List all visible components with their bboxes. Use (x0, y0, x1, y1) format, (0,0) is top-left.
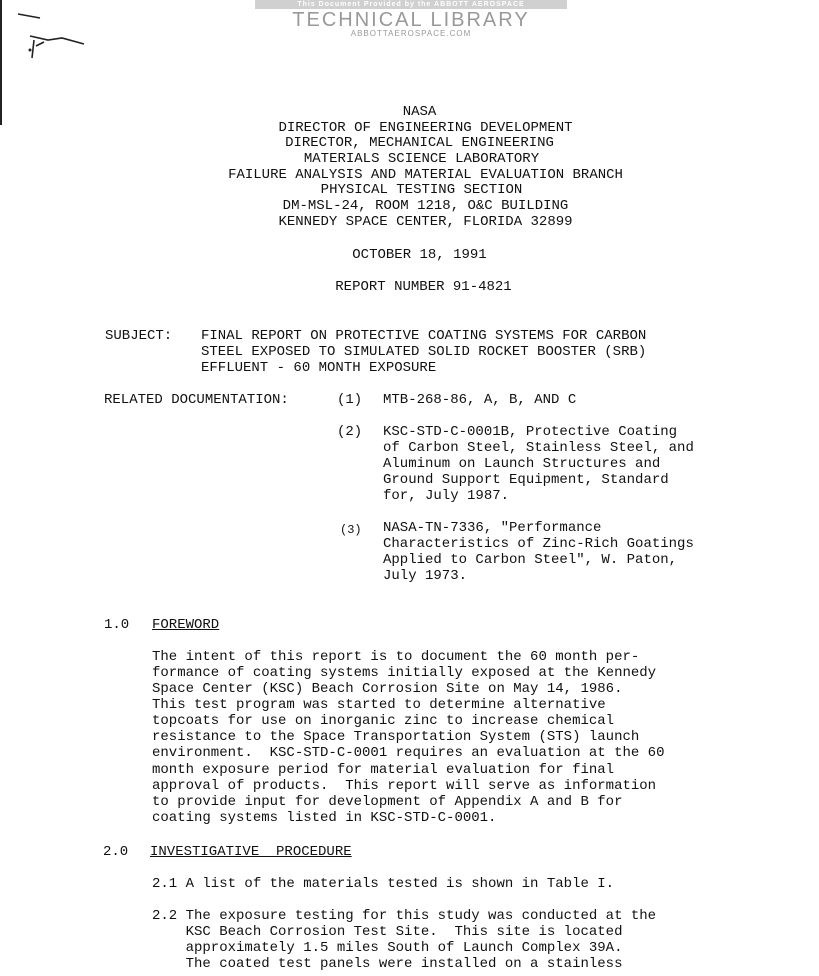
related-item-line: Characteristics of Zinc-Rich Goatings (383, 536, 694, 552)
scan-smudge (0, 0, 90, 70)
header-line: KENNEDY SPACE CENTER, FLORIDA 32899 (278, 214, 573, 230)
related-item-num: (1) (337, 392, 363, 408)
subject-label: SUBJECT: (105, 328, 173, 344)
paragraph-line: resistance to the Space Transportation System (STS) launch (152, 729, 640, 745)
related-label: RELATED DOCUMENTATION: (104, 392, 289, 408)
related-item-line: of Carbon Steel, Stainless Steel, and (383, 440, 694, 456)
paragraph-line: month exposure period for material evaluation for final (152, 762, 615, 778)
paragraph-line: to provide input for development of Appendix A and B for (152, 794, 623, 810)
banner-provided-by: This Document Provided by the ABBOTT AEROSPACE (255, 0, 567, 9)
paragraph-line: formance of coating systems initially exposed at the Kennedy (152, 665, 657, 681)
subject-line: EFFLUENT - 60 MONTH EXPOSURE (201, 360, 437, 376)
header-line: FAILURE ANALYSIS AND MATERIAL EVALUATION BRANCH (228, 167, 623, 183)
header-line: DIRECTOR, MECHANICAL ENGINEERING (285, 135, 554, 151)
related-item-line: NASA-TN-7336, "Performance (383, 520, 602, 536)
header-line: DM-MSL-24, ROOM 1218, O&C BUILDING (282, 198, 569, 214)
paragraph-line: The intent of this report is to document the 60 month per- (152, 649, 640, 665)
subsection-2-1: 2.1 A list of the materials tested is shown in Table I. (152, 876, 615, 892)
related-item-line: Ground Support Equipment, Standard (383, 472, 669, 488)
section-number: 1.0 (104, 617, 130, 633)
paragraph-line: environment. KSC-STD-C-0001 requires an evaluation at the 60 (152, 745, 665, 761)
header-line: PHYSICAL TESTING SECTION (320, 182, 523, 198)
related-item-num: (3) (340, 523, 362, 537)
related-item-line: KSC-STD-C-0001B, Protective Coating (383, 424, 678, 440)
paragraph-line: This test program was started to determine alternative (152, 697, 606, 713)
subject-line: STEEL EXPOSED TO SIMULATED SOLID ROCKET BOOSTER (SRB) (201, 344, 647, 360)
related-item-line: MTB-268-86, A, B, AND C (383, 392, 577, 408)
subject-line: FINAL REPORT ON PROTECTIVE COATING SYSTEMS FOR CARBON (201, 328, 647, 344)
paragraph-line: KSC Beach Corrosion Test Site. This site is located (152, 924, 623, 940)
report-date: OCTOBER 18, 1991 (352, 247, 487, 263)
banner-title: TECHNICAL LIBRARY (292, 9, 530, 31)
library-banner (255, 0, 567, 38)
related-item-line: Aluminum on Launch Structures and (383, 456, 661, 472)
paragraph-line: The coated test panels were installed on a stainless (152, 956, 623, 972)
section-title: FOREWORD (152, 617, 220, 633)
related-item-line: for, July 1987. (383, 488, 510, 504)
paragraph-line: Space Center (KSC) Beach Corrosion Site on May 14, 1986. (152, 681, 623, 697)
section-title: INVESTIGATIVE PROCEDURE (150, 844, 352, 860)
paragraph-line: approval of products. This report will serve as information (152, 778, 657, 794)
header-line: DIRECTOR OF ENGINEERING DEVELOPMENT (278, 120, 573, 136)
section-number: 2.0 (103, 844, 129, 860)
related-item-num: (2) (337, 424, 363, 440)
banner-url: ABBOTTAEROSPACE.COM (350, 29, 472, 38)
paragraph-line: coating systems listed in KSC-STD-C-0001. (152, 810, 497, 826)
related-item-line: July 1973. (383, 568, 468, 584)
header-line: NASA (402, 104, 437, 120)
related-item-line: Applied to Carbon Steel", W. Paton, (383, 552, 678, 568)
paragraph-line: 2.2 The exposure testing for this study was conducted at the (152, 908, 657, 924)
report-number: REPORT NUMBER 91-4821 (335, 279, 512, 295)
paragraph-line: topcoats for use on inorganic zinc to increase chemical (152, 713, 615, 729)
header-line: MATERIALS SCIENCE LABORATORY (303, 151, 540, 167)
paragraph-line: approximately 1.5 miles South of Launch Complex 39A. (152, 940, 623, 956)
